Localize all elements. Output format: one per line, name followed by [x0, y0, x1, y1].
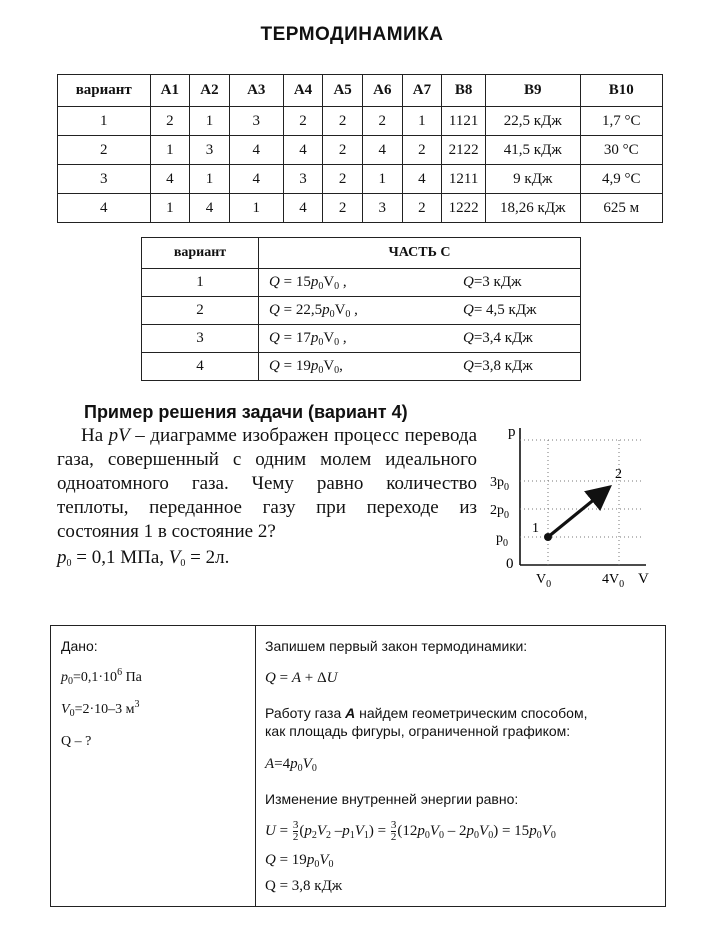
given-v0: $V_0=2\cdot 10-3$ $м^3$ — [61, 699, 140, 719]
table-cell: 2 — [283, 107, 323, 136]
problem-given-values: $p_0 = 0,1$ МПа, $V_0 = 2л$. — [57, 547, 230, 569]
internal-energy-formula: U = $\frac{3}{2}$ ($p_2V_2$ $-p_1V_1$) = $\frac{3}{2}$ $(12p_0V_0 - 2p_0V_0) = 15p_0V_0$ — [265, 819, 556, 843]
problem-text: На pV – диаграмме изображен процесс перевода газа, совершенный с одним молем идеального одноатомного газа. Чему равно количество теплоты, переданное газу при переходе из состояния 1 в состояние 2? — [57, 425, 477, 542]
state-1-label: 1 — [532, 521, 539, 536]
variant-cell: 2 — [142, 297, 259, 325]
table-cell: 1 — [150, 194, 190, 223]
table-row — [142, 353, 581, 381]
state-1-point — [544, 533, 552, 541]
column-header: B9 — [485, 75, 580, 107]
table-row — [58, 136, 663, 165]
table-row — [58, 194, 663, 223]
y-tick-2p0: $2p_0$ — [490, 503, 509, 521]
axis-p-label: p — [508, 424, 516, 440]
table-cell: 3 — [229, 107, 283, 136]
heat-value-cell: Q=3,8 кДж — [459, 353, 581, 381]
table-cell: 3 — [283, 165, 323, 194]
table-cell: 4 — [283, 136, 323, 165]
table-cell: 18,26 кДж — [485, 194, 580, 223]
table-cell: 1 — [58, 107, 151, 136]
heat-value-cell: Q=3 кДж — [459, 269, 581, 297]
axis-v-label: V — [638, 571, 649, 587]
column-header: B10 — [580, 75, 662, 107]
table-cell: 2 — [323, 136, 363, 165]
heat-value-cell: Q=3,4 кДж — [459, 325, 581, 353]
table-cell: 3 — [58, 165, 151, 194]
table-cell: 4 — [229, 136, 283, 165]
x-tick-4v0: $4V_0$ — [602, 572, 625, 590]
origin-label: 0 — [506, 556, 514, 572]
table-cell: 1 — [150, 136, 190, 165]
table-cell: 2 — [323, 107, 363, 136]
column-header: A6 — [362, 75, 402, 107]
page-title: ТЕРМОДИНАМИКА — [260, 24, 444, 45]
table-cell: 4 — [58, 194, 151, 223]
example-heading: Пример решения задачи (вариант 4) — [84, 402, 408, 422]
table-cell: 2 — [323, 194, 363, 223]
y-tick-3p0: $3p_0$ — [490, 475, 509, 493]
table-cell: 2 — [402, 136, 442, 165]
table-cell: 4 — [402, 165, 442, 194]
table-cell: 4,9 °С — [580, 165, 662, 194]
table-cell: 3 — [362, 194, 402, 223]
given-question: Q – ? — [61, 734, 92, 749]
table-cell: 2 — [150, 107, 190, 136]
table-cell: 1121 — [442, 107, 486, 136]
table-cell: 2 — [58, 136, 151, 165]
heat-expression-cell: $Q = 17p_0V_0$ , — [259, 325, 460, 353]
internal-energy-text: Изменение внутренней энергии равно: — [265, 791, 519, 807]
answer: Q = 3,8 кДж — [265, 878, 343, 894]
table-row — [142, 297, 581, 325]
given-title: Дано: — [61, 638, 98, 654]
table-row — [58, 107, 663, 136]
work-formula: $A=4p_0V_0$ — [265, 756, 317, 774]
table-cell: 1 — [190, 165, 230, 194]
table-cell: 2 — [323, 165, 363, 194]
table-cell: 9 кДж — [485, 165, 580, 194]
heat-formula: $Q = 19p_0V_0$ — [265, 852, 334, 870]
table-cell: 625 м — [580, 194, 662, 223]
solution-divider — [255, 626, 256, 906]
table-cell: 1211 — [442, 165, 486, 194]
column-header: A2 — [190, 75, 230, 107]
table-cell: 1,7 °С — [580, 107, 662, 136]
table-cell: 41,5 кДж — [485, 136, 580, 165]
table-cell: 4 — [283, 194, 323, 223]
table-cell: 4 — [362, 136, 402, 165]
part-c-header: ЧАСТЬ С — [259, 238, 581, 269]
table-cell: 4 — [150, 165, 190, 194]
table-cell: 1222 — [442, 194, 486, 223]
heat-expression-cell: $Q = 15p_0V_0$ , — [259, 269, 460, 297]
heat-value-cell: Q= 4,5 кДж — [459, 297, 581, 325]
column-header: B8 — [442, 75, 486, 107]
table-row — [142, 325, 581, 353]
grid-lines — [520, 440, 644, 565]
table-cell: 1 — [402, 107, 442, 136]
table-cell: 1 — [362, 165, 402, 194]
variant-cell: 3 — [142, 325, 259, 353]
variant-header: вариант — [142, 238, 259, 269]
heat-expression-cell: $Q = 22,5p_0V_0$ , — [259, 297, 460, 325]
x-tick-v0: $V_0$ — [536, 572, 552, 590]
column-header: A3 — [229, 75, 283, 107]
table-cell: 1 — [190, 107, 230, 136]
table-cell: 4 — [229, 165, 283, 194]
first-law-text: Запишем первый закон термодинамики: — [265, 638, 528, 654]
column-header: A1 — [150, 75, 190, 107]
process-arrow — [548, 489, 607, 537]
variant-cell: 4 — [142, 353, 259, 381]
heat-expression-cell: $Q = 19p_0V_0$, — [259, 353, 460, 381]
answers-table — [57, 74, 663, 223]
table-cell: 2 — [402, 194, 442, 223]
table-cell: 2122 — [442, 136, 486, 165]
column-header: A7 — [402, 75, 442, 107]
table-cell: 3 — [190, 136, 230, 165]
table-cell: 4 — [190, 194, 230, 223]
variant-cell: 1 — [142, 269, 259, 297]
first-law-formula: Q = A + ΔU — [265, 670, 338, 686]
work-text: Работу газа A найдем геометрическим способом, как площадь фигуры, ограниченной графиком: — [265, 705, 588, 739]
column-header: вариант — [58, 75, 151, 107]
solution-box — [50, 625, 666, 907]
table-row — [58, 165, 663, 194]
part-c-table — [141, 237, 581, 381]
column-header: A5 — [323, 75, 363, 107]
table-row — [142, 269, 581, 297]
table-cell: 1 — [229, 194, 283, 223]
state-2-label: 2 — [615, 467, 622, 482]
table-cell: 22,5 кДж — [485, 107, 580, 136]
y-tick-p0: $p_0$ — [496, 531, 508, 549]
column-header: A4 — [283, 75, 323, 107]
table-header-row — [142, 238, 581, 269]
table-header-row — [58, 75, 663, 107]
table-cell: 30 °С — [580, 136, 662, 165]
pv-diagram — [484, 420, 654, 592]
given-p0: $p_0=0,1\cdot 10^6$ Па — [61, 667, 142, 687]
table-cell: 2 — [362, 107, 402, 136]
